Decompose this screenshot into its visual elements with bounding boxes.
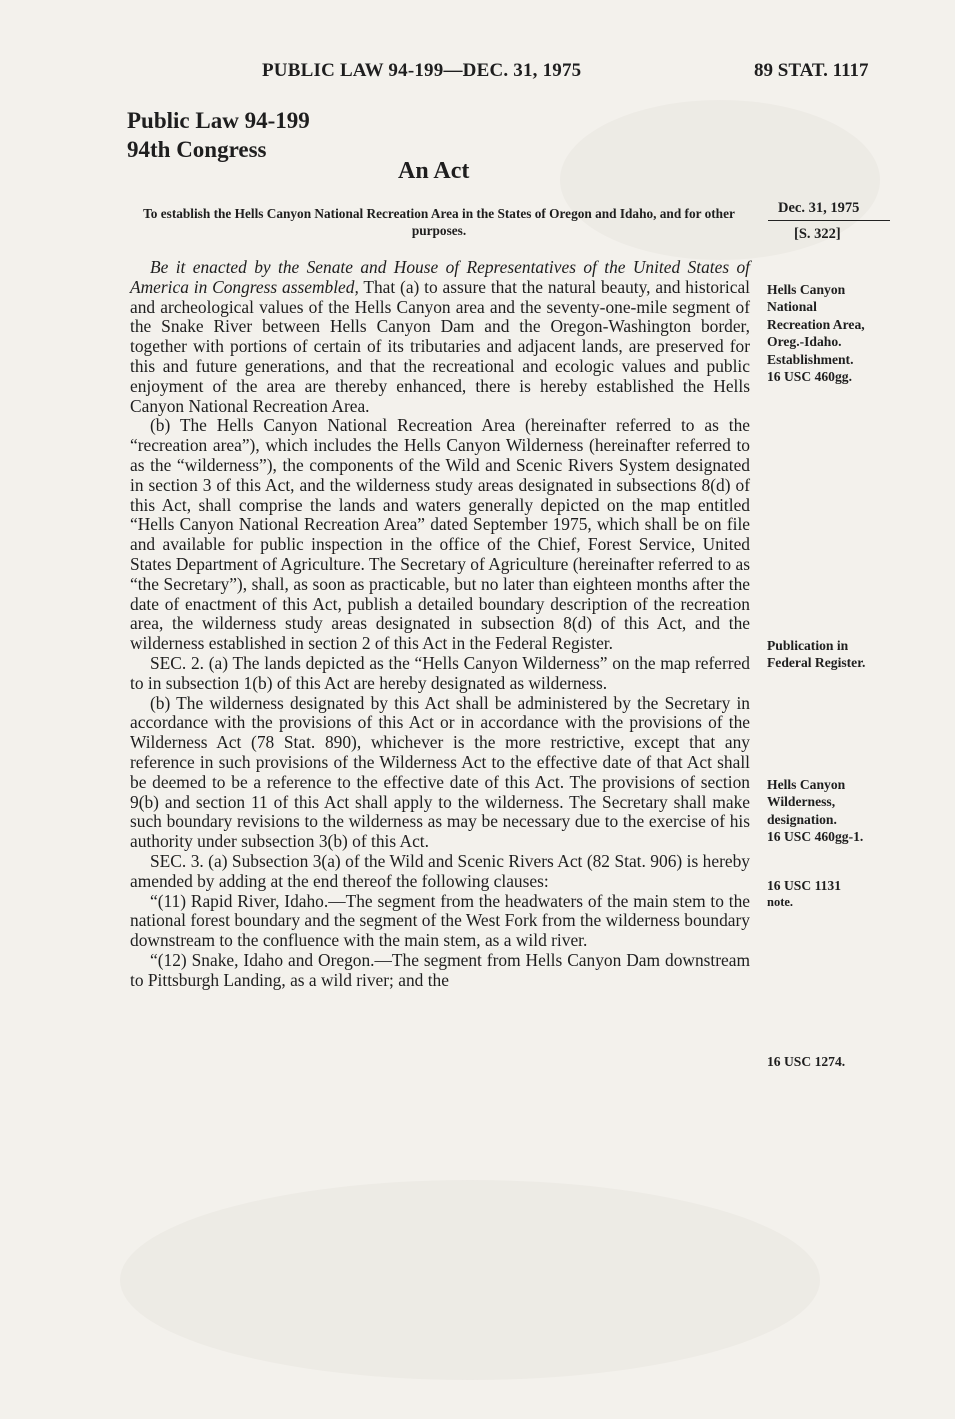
section-3-paragraph-a: SEC. 3. (a) Subsection 3(a) of the Wild and Scenic Rivers Act (82 Stat. 906) is hereby amended by adding at the end thereof the following clauses: bbox=[130, 850, 750, 891]
law-title-block bbox=[127, 106, 310, 164]
margin-note-wilderness-designation: Hells Canyon Wilderness, designation. 16 USC 460gg-1. bbox=[767, 777, 864, 845]
enacting-clause: Be it enacted by the Senate and House of Representatives of the United States of America in Congress assembled, bbox=[130, 257, 750, 297]
clause-12-snake-river: “(12) Snake, Idaho and Oregon.—The segment from Hells Canyon Dam downstream to Pittsburgh Landing, as a wild river; and the bbox=[130, 949, 750, 990]
section-2-paragraph-a: SEC. 2. (a) The lands depicted as the “Hells Canyon Wilderness” on the map referred to in subsection 1(b) of this Act are hereby designated as wilderness. bbox=[130, 652, 750, 693]
section-1-paragraph-b: (b) The Hells Canyon National Recreation Area (hereinafter referred to as the “recreation area”), which includes the Hells Canyon Wilderness (hereinafter referred to as the “wilderness”), the components of the Wild and Scenic Rivers System designated in section 3 of this Act, and the wilderness study areas designated in subsections 8(d) of this Act, shall comprise the lands and waters generally depicted on the map entitled “Hells Canyon National Recreation Area” dated September 1975, which shall be on file and available for public inspection in the office of the Chief, Forest Service, United States Department of Agriculture. The Secretary of Agriculture (hereinafter referred to as “the Secretary”), shall, as soon as practicable, but no later than eighteen months after the date of enactment of this Act, publish a detailed boundary description of the recreation area, the wilderness study areas designated in subsection 8(d) of this Act, and the wilderness established in section 2 of this Act in the Federal Register. bbox=[130, 415, 750, 654]
clause-11-rapid-river: “(11) Rapid River, Idaho.—The segment from the headwaters of the main stem to the national forest boundary and the segment of the West Fork from the wilderness boundary downstream to the confluence with the main stem, as a wild river. bbox=[130, 890, 750, 951]
margin-note-federal-register: Publication in Federal Register. bbox=[767, 638, 866, 671]
bleed-through-stain bbox=[120, 1180, 820, 1380]
running-header: PUBLIC LAW 94-199—DEC. 31, 1975 bbox=[262, 60, 582, 81]
margin-note-16-usc-1131: 16 USC 1131 note. bbox=[767, 878, 842, 910]
section-2-paragraph-b: (b) The wilderness designated by this Act shall be administered by the Secretary in accordance with the provisions of this Act or in accordance with the provisions of the Wilderness Act (78 Stat. 890), whichever is the more restrictive, except that any reference in such provisions of the Wilderness Act to the effective date of that Act shall be deemed to be a reference to the effective date of this Act. The provisions of section 9(b) and section 11 of this Act shall apply to the wilderness. The Secretary shall make such boundary revisions to the wilderness as may be necessary due to the exercise of his authority under subsection 3(b) of this Act. bbox=[130, 692, 750, 852]
enactment-date: Dec. 31, 1975 bbox=[768, 200, 890, 221]
section-1a-text: That (a) to assure that the natural beauty, and historical and archeological values of the Hells Canyon area and the seventy-one-mile segment of the Snake River between Hells Canyon Dam and the Oregon-Washington border, together with portions of certain of its tributaries and adjacent lands, are preserved for this and future generations, and that the recreational and ecologic values and public enjoyment of the area are thereby enhanced, there is hereby established the Hells Canyon National Recreation Area. bbox=[130, 276, 751, 416]
act-heading: An Act bbox=[398, 158, 470, 184]
margin-note-16-usc-1274: 16 USC 1274. bbox=[767, 1054, 846, 1069]
section-1-paragraph-a bbox=[130, 258, 750, 416]
act-purpose: To establish the Hells Canyon National Recreation Area in the States of Oregon and Idaho, and for other purposes. bbox=[143, 206, 735, 238]
margin-note-establishment: Hells Canyon National Recreation Area, Oreg.-Idaho. Establishment. 16 USC 460gg. bbox=[767, 282, 865, 385]
public-law-number: Public Law 94-199 bbox=[127, 108, 310, 133]
bill-number: [S. 322] bbox=[794, 226, 841, 242]
enactment-date-box bbox=[768, 200, 890, 243]
statute-page-reference: 89 STAT. 1117 bbox=[754, 60, 869, 81]
congress-number: 94th Congress bbox=[127, 137, 267, 162]
statute-body bbox=[130, 258, 750, 990]
